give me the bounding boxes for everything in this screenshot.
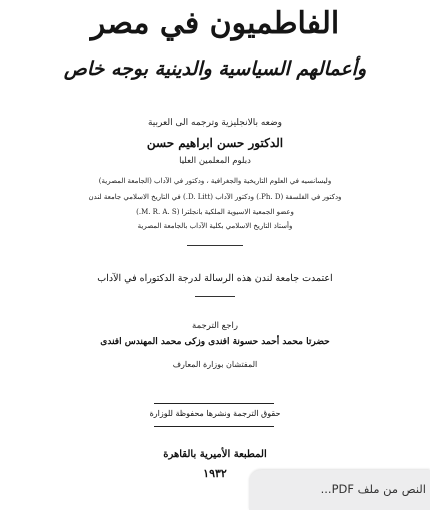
reviewers-role: المفتشان بوزارة المعارف <box>172 360 258 369</box>
author-name: الدكتور حسن ابراهيم حسن <box>146 136 284 150</box>
publisher: المطبعة الأميرية بالقاهرة <box>163 449 267 460</box>
section-divider <box>195 296 235 297</box>
publication-year: ١٩٣٢ <box>203 467 227 480</box>
author-credential: وليسانسيه في العلوم التاريخية والجغرافية ، ودكتور في الآداب (الجامعة المصرية) <box>98 177 332 185</box>
acceptance-statement: اعتمدت جامعة لندن هذه الرسالة لدرجة الدكتوراه في الآداب <box>97 273 333 284</box>
reviewers-names: حضرتا محمد أحمد حسونة افندى وزكى محمد المهندس افندى <box>100 337 330 347</box>
author-credential: ودكتور في الفلسفة (Ph. D.) ودكتور الآداب (D. Litt.) في التاريخ الاسلامي جامعة لندن <box>88 193 342 201</box>
pdf-text-button[interactable] <box>249 470 430 510</box>
reviewers-heading: راجع الترجمة <box>192 321 238 331</box>
book-subtitle: وأعمالهم السياسية والدينية بوجه خاص <box>63 58 367 80</box>
pdf-text-label: النص من ملف PDF... <box>320 482 426 496</box>
author-credential: وعضو الجمعية الاسيوية الملكية بانجلترا (M. R. A. S.) <box>136 208 294 216</box>
translation-note: وضعه بالانجليزية وترجمه الى العربية <box>147 118 283 128</box>
author-credential: وأستاذ التاريخ الاسلامي بكلية الآداب بالجامعة المصرية <box>137 222 293 230</box>
author-diploma: دبلوم المعلمين العليا <box>179 156 251 166</box>
section-divider <box>187 245 243 246</box>
book-title: الفاطميون في مصر <box>90 6 340 41</box>
rights-notice: حقوق الترجمة ونشرها محفوظة للوزارة <box>149 409 281 418</box>
